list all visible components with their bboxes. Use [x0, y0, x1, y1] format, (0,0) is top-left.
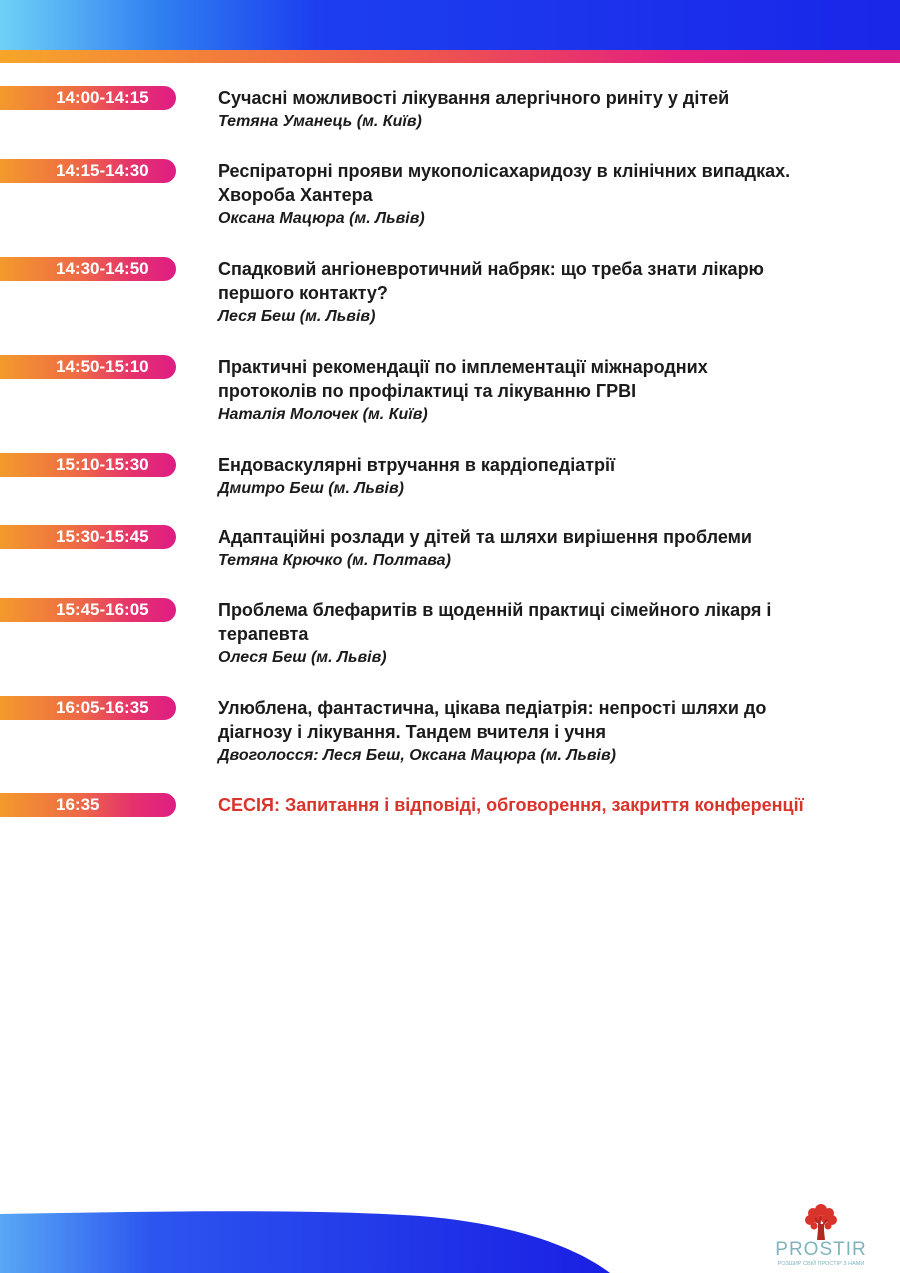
talk-title: Хвороба Хантера [218, 185, 373, 205]
speaker-name: Двоголосся: Леся Беш, Оксана Мацюра (м. Львів) [218, 747, 616, 764]
talk-title: Спадковий ангіоневротичний набряк: що треба знати лікарю [218, 259, 764, 279]
program-text [218, 453, 883, 501]
talk-title: Улюблена, фантастична, цікава педіатрія: непрості шляхи до [218, 698, 767, 718]
speaker-name: Наталія Молочек (м. Київ) [218, 406, 428, 423]
program-text [218, 696, 883, 768]
time-badge: 16:35 [0, 793, 176, 817]
session-title: СЕСІЯ: Запитання і відповіді, обговорення, закриття конференції [218, 795, 804, 815]
logo-wordmark: PROSTIR [775, 1239, 867, 1260]
time-badge: 16:05-16:35 [0, 696, 176, 720]
talk-title: Проблема блефаритів в щоденній практиці сімейного лікаря і [218, 600, 772, 620]
program-text [218, 86, 883, 134]
time-badge: 15:45-16:05 [0, 598, 176, 622]
talk-title: першого контакту? [218, 283, 388, 303]
program-text [218, 355, 883, 427]
time-badge: 14:50-15:10 [0, 355, 176, 379]
speaker-name: Тетяна Уманець (м. Київ) [218, 113, 422, 130]
prostir-logo [760, 1204, 882, 1270]
time-badge: 15:30-15:45 [0, 525, 176, 549]
program-text [218, 159, 883, 231]
logo-slogan: РОЗШИР СВІЙ ПРОСТІР З НАМИ [777, 1261, 865, 1267]
tree-icon [801, 1204, 841, 1240]
talk-title: Ендоваскулярні втручання в кардіопедіатрії [218, 455, 616, 475]
speaker-name: Леся Беш (м. Львів) [218, 308, 376, 325]
talk-title: Сучасні можливості лікування алергічного риніту у дітей [218, 88, 730, 108]
program-text [218, 525, 883, 573]
talk-title: Респіраторні прояви мукополісахаридозу в клінічних випадках. [218, 161, 791, 181]
time-badge: 14:00-14:15 [0, 86, 176, 110]
talk-title: протоколів по профілактиці та лікуванню ГРВІ [218, 381, 637, 401]
speaker-name: Олеся Беш (м. Львів) [218, 649, 387, 666]
talk-title: терапевта [218, 624, 309, 644]
speaker-name: Тетяна Крючко (м. Полтава) [218, 552, 451, 569]
top-gradient-band [0, 0, 900, 50]
speaker-name: Дмитро Беш (м. Львів) [218, 480, 404, 497]
speaker-name: Оксана Мацюра (м. Львів) [218, 210, 425, 227]
talk-title: діагнозу і лікування. Тандем вчителя і учня [218, 722, 607, 742]
program-text [218, 257, 883, 329]
talk-title: Практичні рекомендації по імплементації міжнародних [218, 357, 708, 377]
talk-title: Адаптаційні розлади у дітей та шляхи вирішення проблеми [218, 527, 752, 547]
time-badge: 14:15-14:30 [0, 159, 176, 183]
top-accent-line [0, 50, 900, 63]
program-text [218, 598, 883, 670]
program-text [218, 793, 883, 817]
time-badge: 14:30-14:50 [0, 257, 176, 281]
time-badge: 15:10-15:30 [0, 453, 176, 477]
